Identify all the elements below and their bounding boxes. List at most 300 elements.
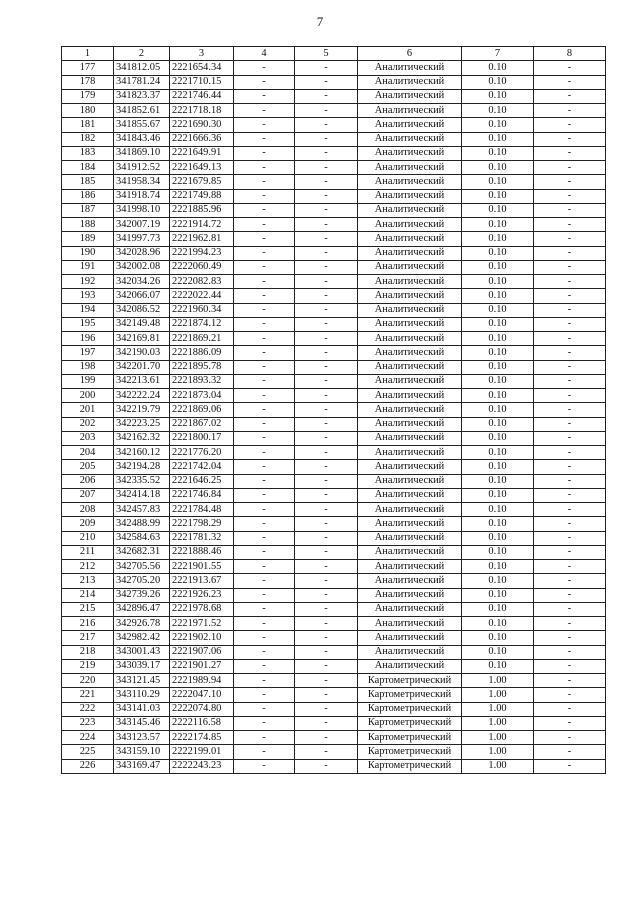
col5-value-cell: - <box>295 645 358 659</box>
point-number-cell: 226 <box>62 759 114 773</box>
col4-value-cell: - <box>234 132 295 146</box>
accuracy-cell: 0.10 <box>462 132 534 146</box>
y-coordinate-cell: 2221746.84 <box>170 488 234 502</box>
col5-value-cell: - <box>295 617 358 631</box>
table-row <box>62 332 606 346</box>
x-coordinate-cell: 342160.12 <box>114 446 170 460</box>
accuracy-cell: 0.10 <box>462 431 534 445</box>
y-coordinate-cell: 2222074.80 <box>170 702 234 716</box>
table-row <box>62 232 606 246</box>
col8-value-cell: - <box>534 317 606 331</box>
y-coordinate-cell: 2221960.34 <box>170 303 234 317</box>
point-number-cell: 220 <box>62 674 114 688</box>
table-row <box>62 246 606 260</box>
accuracy-cell: 0.10 <box>462 503 534 517</box>
point-number-cell: 183 <box>62 146 114 160</box>
table-row <box>62 389 606 403</box>
col8-value-cell: - <box>534 374 606 388</box>
col4-value-cell: - <box>234 104 295 118</box>
accuracy-cell: 0.10 <box>462 374 534 388</box>
method-cell: Аналитический <box>358 617 462 631</box>
accuracy-cell: 0.10 <box>462 303 534 317</box>
method-cell: Аналитический <box>358 602 462 616</box>
col8-value-cell: - <box>534 446 606 460</box>
method-cell: Картометрический <box>358 702 462 716</box>
y-coordinate-cell: 2221869.06 <box>170 403 234 417</box>
table-row <box>62 631 606 645</box>
x-coordinate-cell: 342002.08 <box>114 260 170 274</box>
table-row <box>62 346 606 360</box>
y-coordinate-cell: 2222060.49 <box>170 260 234 274</box>
method-cell: Аналитический <box>358 403 462 417</box>
method-cell: Аналитический <box>358 360 462 374</box>
col8-value-cell: - <box>534 132 606 146</box>
col8-value-cell: - <box>534 702 606 716</box>
col8-value-cell: - <box>534 161 606 175</box>
col8-value-cell: - <box>534 645 606 659</box>
accuracy-cell: 1.00 <box>462 674 534 688</box>
col8-value-cell: - <box>534 218 606 232</box>
y-coordinate-cell: 2222116.58 <box>170 716 234 730</box>
y-coordinate-cell: 2221901.55 <box>170 560 234 574</box>
col8-value-cell: - <box>534 360 606 374</box>
x-coordinate-cell: 343145.46 <box>114 716 170 730</box>
accuracy-cell: 0.10 <box>462 560 534 574</box>
accuracy-cell: 0.10 <box>462 602 534 616</box>
point-number-cell: 204 <box>62 446 114 460</box>
method-cell: Аналитический <box>358 161 462 175</box>
accuracy-cell: 0.10 <box>462 631 534 645</box>
x-coordinate-cell: 343121.45 <box>114 674 170 688</box>
col8-value-cell: - <box>534 75 606 89</box>
col8-value-cell: - <box>534 731 606 745</box>
point-number-cell: 197 <box>62 346 114 360</box>
method-cell: Аналитический <box>358 303 462 317</box>
col8-value-cell: - <box>534 104 606 118</box>
x-coordinate-cell: 342219.79 <box>114 403 170 417</box>
table-header-row <box>62 47 606 61</box>
point-number-cell: 192 <box>62 275 114 289</box>
y-coordinate-cell: 2221800.17 <box>170 431 234 445</box>
method-cell: Аналитический <box>358 631 462 645</box>
method-cell: Аналитический <box>358 503 462 517</box>
col8-value-cell: - <box>534 431 606 445</box>
column-header-6: 6 <box>358 47 462 61</box>
col4-value-cell: - <box>234 346 295 360</box>
col5-value-cell: - <box>295 431 358 445</box>
table-row <box>62 303 606 317</box>
table-row <box>62 132 606 146</box>
method-cell: Аналитический <box>358 488 462 502</box>
table-row <box>62 617 606 631</box>
col5-value-cell: - <box>295 488 358 502</box>
y-coordinate-cell: 2221649.13 <box>170 161 234 175</box>
table-row <box>62 403 606 417</box>
col8-value-cell: - <box>534 146 606 160</box>
method-cell: Аналитический <box>358 389 462 403</box>
point-number-cell: 210 <box>62 531 114 545</box>
col5-value-cell: - <box>295 132 358 146</box>
table-row <box>62 688 606 702</box>
method-cell: Картометрический <box>358 716 462 730</box>
point-number-cell: 177 <box>62 61 114 75</box>
x-coordinate-cell: 342705.56 <box>114 560 170 574</box>
x-coordinate-cell: 343110.29 <box>114 688 170 702</box>
column-header-5: 5 <box>295 47 358 61</box>
col4-value-cell: - <box>234 745 295 759</box>
point-number-cell: 185 <box>62 175 114 189</box>
point-number-cell: 180 <box>62 104 114 118</box>
y-coordinate-cell: 2221926.23 <box>170 588 234 602</box>
x-coordinate-cell: 342201.70 <box>114 360 170 374</box>
point-number-cell: 217 <box>62 631 114 645</box>
col5-value-cell: - <box>295 360 358 374</box>
y-coordinate-cell: 2221885.96 <box>170 203 234 217</box>
col5-value-cell: - <box>295 218 358 232</box>
accuracy-cell: 1.00 <box>462 702 534 716</box>
col8-value-cell: - <box>534 260 606 274</box>
accuracy-cell: 0.10 <box>462 275 534 289</box>
method-cell: Картометрический <box>358 674 462 688</box>
x-coordinate-cell: 342149.48 <box>114 317 170 331</box>
col4-value-cell: - <box>234 716 295 730</box>
x-coordinate-cell: 343159.10 <box>114 745 170 759</box>
column-header-3: 3 <box>170 47 234 61</box>
point-number-cell: 199 <box>62 374 114 388</box>
accuracy-cell: 0.10 <box>462 488 534 502</box>
method-cell: Аналитический <box>358 146 462 160</box>
y-coordinate-cell: 2221886.09 <box>170 346 234 360</box>
table-row <box>62 374 606 388</box>
accuracy-cell: 0.10 <box>462 89 534 103</box>
x-coordinate-cell: 342488.99 <box>114 517 170 531</box>
method-cell: Аналитический <box>358 417 462 431</box>
col8-value-cell: - <box>534 175 606 189</box>
accuracy-cell: 0.10 <box>462 531 534 545</box>
col8-value-cell: - <box>534 275 606 289</box>
point-number-cell: 209 <box>62 517 114 531</box>
col4-value-cell: - <box>234 218 295 232</box>
point-number-cell: 219 <box>62 659 114 673</box>
accuracy-cell: 0.10 <box>462 118 534 132</box>
col8-value-cell: - <box>534 688 606 702</box>
table-row <box>62 289 606 303</box>
col4-value-cell: - <box>234 731 295 745</box>
table-row <box>62 203 606 217</box>
point-number-cell: 184 <box>62 161 114 175</box>
x-coordinate-cell: 341958.34 <box>114 175 170 189</box>
col4-value-cell: - <box>234 89 295 103</box>
method-cell: Аналитический <box>358 189 462 203</box>
table-row <box>62 446 606 460</box>
table-row <box>62 517 606 531</box>
col5-value-cell: - <box>295 403 358 417</box>
y-coordinate-cell: 2221654.34 <box>170 61 234 75</box>
col8-value-cell: - <box>534 189 606 203</box>
table-row <box>62 175 606 189</box>
col5-value-cell: - <box>295 674 358 688</box>
y-coordinate-cell: 2221971.52 <box>170 617 234 631</box>
col5-value-cell: - <box>295 759 358 773</box>
y-coordinate-cell: 2221646.25 <box>170 474 234 488</box>
accuracy-cell: 0.10 <box>462 260 534 274</box>
col5-value-cell: - <box>295 232 358 246</box>
point-number-cell: 206 <box>62 474 114 488</box>
y-coordinate-cell: 2221901.27 <box>170 659 234 673</box>
point-number-cell: 208 <box>62 503 114 517</box>
col8-value-cell: - <box>534 460 606 474</box>
x-coordinate-cell: 342584.63 <box>114 531 170 545</box>
col8-value-cell: - <box>534 403 606 417</box>
y-coordinate-cell: 2221749.88 <box>170 189 234 203</box>
x-coordinate-cell: 342414.18 <box>114 488 170 502</box>
point-number-cell: 194 <box>62 303 114 317</box>
col5-value-cell: - <box>295 446 358 460</box>
col5-value-cell: - <box>295 474 358 488</box>
col5-value-cell: - <box>295 517 358 531</box>
method-cell: Картометрический <box>358 688 462 702</box>
col4-value-cell: - <box>234 574 295 588</box>
col4-value-cell: - <box>234 417 295 431</box>
column-header-2: 2 <box>114 47 170 61</box>
y-coordinate-cell: 2221902.10 <box>170 631 234 645</box>
x-coordinate-cell: 342028.96 <box>114 246 170 260</box>
col4-value-cell: - <box>234 374 295 388</box>
y-coordinate-cell: 2221874.12 <box>170 317 234 331</box>
method-cell: Аналитический <box>358 588 462 602</box>
col5-value-cell: - <box>295 118 358 132</box>
y-coordinate-cell: 2221873.04 <box>170 389 234 403</box>
table-row <box>62 503 606 517</box>
col5-value-cell: - <box>295 332 358 346</box>
point-number-cell: 223 <box>62 716 114 730</box>
col5-value-cell: - <box>295 659 358 673</box>
method-cell: Картометрический <box>358 759 462 773</box>
col5-value-cell: - <box>295 346 358 360</box>
col8-value-cell: - <box>534 716 606 730</box>
col5-value-cell: - <box>295 560 358 574</box>
col8-value-cell: - <box>534 332 606 346</box>
point-number-cell: 187 <box>62 203 114 217</box>
point-number-cell: 205 <box>62 460 114 474</box>
accuracy-cell: 1.00 <box>462 759 534 773</box>
col8-value-cell: - <box>534 503 606 517</box>
x-coordinate-cell: 341852.61 <box>114 104 170 118</box>
column-header-1: 1 <box>62 47 114 61</box>
col5-value-cell: - <box>295 289 358 303</box>
accuracy-cell: 0.10 <box>462 146 534 160</box>
x-coordinate-cell: 341998.10 <box>114 203 170 217</box>
x-coordinate-cell: 341912.52 <box>114 161 170 175</box>
y-coordinate-cell: 2221776.20 <box>170 446 234 460</box>
x-coordinate-cell: 342457.83 <box>114 503 170 517</box>
accuracy-cell: 0.10 <box>462 346 534 360</box>
method-cell: Аналитический <box>358 218 462 232</box>
method-cell: Картометрический <box>358 745 462 759</box>
accuracy-cell: 0.10 <box>462 104 534 118</box>
point-number-cell: 190 <box>62 246 114 260</box>
accuracy-cell: 0.10 <box>462 545 534 559</box>
col5-value-cell: - <box>295 389 358 403</box>
x-coordinate-cell: 342335.52 <box>114 474 170 488</box>
x-coordinate-cell: 342169.81 <box>114 332 170 346</box>
table-row <box>62 474 606 488</box>
col8-value-cell: - <box>534 588 606 602</box>
table-row <box>62 560 606 574</box>
accuracy-cell: 0.10 <box>462 360 534 374</box>
point-number-cell: 213 <box>62 574 114 588</box>
table-row <box>62 488 606 502</box>
col5-value-cell: - <box>295 545 358 559</box>
col8-value-cell: - <box>534 574 606 588</box>
col4-value-cell: - <box>234 645 295 659</box>
col4-value-cell: - <box>234 446 295 460</box>
method-cell: Аналитический <box>358 531 462 545</box>
col5-value-cell: - <box>295 731 358 745</box>
method-cell: Аналитический <box>358 232 462 246</box>
x-coordinate-cell: 342682.31 <box>114 545 170 559</box>
col8-value-cell: - <box>534 118 606 132</box>
table-row <box>62 118 606 132</box>
x-coordinate-cell: 342190.03 <box>114 346 170 360</box>
table-row <box>62 531 606 545</box>
table-row <box>62 189 606 203</box>
col5-value-cell: - <box>295 602 358 616</box>
y-coordinate-cell: 2222243.23 <box>170 759 234 773</box>
method-cell: Аналитический <box>358 89 462 103</box>
col4-value-cell: - <box>234 460 295 474</box>
col5-value-cell: - <box>295 75 358 89</box>
y-coordinate-cell: 2221867.02 <box>170 417 234 431</box>
x-coordinate-cell: 343141.03 <box>114 702 170 716</box>
table-row <box>62 218 606 232</box>
col4-value-cell: - <box>234 161 295 175</box>
col8-value-cell: - <box>534 659 606 673</box>
point-number-cell: 193 <box>62 289 114 303</box>
y-coordinate-cell: 2222174.85 <box>170 731 234 745</box>
point-number-cell: 188 <box>62 218 114 232</box>
method-cell: Аналитический <box>358 545 462 559</box>
x-coordinate-cell: 341823.37 <box>114 89 170 103</box>
table-row <box>62 317 606 331</box>
col4-value-cell: - <box>234 260 295 274</box>
point-number-cell: 222 <box>62 702 114 716</box>
method-cell: Аналитический <box>358 289 462 303</box>
accuracy-cell: 0.10 <box>462 218 534 232</box>
method-cell: Аналитический <box>358 61 462 75</box>
col8-value-cell: - <box>534 389 606 403</box>
x-coordinate-cell: 341918.74 <box>114 189 170 203</box>
method-cell: Аналитический <box>358 246 462 260</box>
col4-value-cell: - <box>234 232 295 246</box>
coordinates-table <box>61 46 606 774</box>
col8-value-cell: - <box>534 602 606 616</box>
col4-value-cell: - <box>234 61 295 75</box>
col8-value-cell: - <box>534 488 606 502</box>
accuracy-cell: 0.10 <box>462 175 534 189</box>
x-coordinate-cell: 342213.61 <box>114 374 170 388</box>
col5-value-cell: - <box>295 189 358 203</box>
table-row <box>62 716 606 730</box>
col5-value-cell: - <box>295 702 358 716</box>
y-coordinate-cell: 2222022.44 <box>170 289 234 303</box>
col5-value-cell: - <box>295 303 358 317</box>
method-cell: Аналитический <box>358 175 462 189</box>
accuracy-cell: 0.10 <box>462 460 534 474</box>
x-coordinate-cell: 341843.46 <box>114 132 170 146</box>
point-number-cell: 218 <box>62 645 114 659</box>
y-coordinate-cell: 2221888.46 <box>170 545 234 559</box>
col4-value-cell: - <box>234 602 295 616</box>
col8-value-cell: - <box>534 346 606 360</box>
point-number-cell: 186 <box>62 189 114 203</box>
method-cell: Аналитический <box>358 517 462 531</box>
point-number-cell: 202 <box>62 417 114 431</box>
accuracy-cell: 0.10 <box>462 617 534 631</box>
point-number-cell: 212 <box>62 560 114 574</box>
accuracy-cell: 0.10 <box>462 289 534 303</box>
method-cell: Аналитический <box>358 118 462 132</box>
col8-value-cell: - <box>534 203 606 217</box>
col8-value-cell: - <box>534 745 606 759</box>
table-row <box>62 89 606 103</box>
point-number-cell: 189 <box>62 232 114 246</box>
method-cell: Аналитический <box>358 203 462 217</box>
method-cell: Аналитический <box>358 560 462 574</box>
x-coordinate-cell: 343123.57 <box>114 731 170 745</box>
table-row <box>62 431 606 445</box>
x-coordinate-cell: 342222.24 <box>114 389 170 403</box>
x-coordinate-cell: 343039.17 <box>114 659 170 673</box>
col4-value-cell: - <box>234 531 295 545</box>
accuracy-cell: 1.00 <box>462 688 534 702</box>
col4-value-cell: - <box>234 389 295 403</box>
x-coordinate-cell: 342982.42 <box>114 631 170 645</box>
accuracy-cell: 1.00 <box>462 716 534 730</box>
method-cell: Аналитический <box>358 104 462 118</box>
y-coordinate-cell: 2221869.21 <box>170 332 234 346</box>
method-cell: Аналитический <box>358 260 462 274</box>
y-coordinate-cell: 2221907.06 <box>170 645 234 659</box>
accuracy-cell: 0.10 <box>462 246 534 260</box>
table-row <box>62 745 606 759</box>
y-coordinate-cell: 2221913.67 <box>170 574 234 588</box>
col5-value-cell: - <box>295 531 358 545</box>
x-coordinate-cell: 341855.67 <box>114 118 170 132</box>
point-number-cell: 225 <box>62 745 114 759</box>
table-row <box>62 602 606 616</box>
col4-value-cell: - <box>234 702 295 716</box>
col8-value-cell: - <box>534 560 606 574</box>
y-coordinate-cell: 2221962.81 <box>170 232 234 246</box>
col4-value-cell: - <box>234 688 295 702</box>
col8-value-cell: - <box>534 303 606 317</box>
table-row <box>62 275 606 289</box>
col8-value-cell: - <box>534 531 606 545</box>
accuracy-cell: 0.10 <box>462 517 534 531</box>
accuracy-cell: 0.10 <box>462 332 534 346</box>
method-cell: Аналитический <box>358 659 462 673</box>
col4-value-cell: - <box>234 503 295 517</box>
col4-value-cell: - <box>234 360 295 374</box>
table-row <box>62 674 606 688</box>
col8-value-cell: - <box>534 617 606 631</box>
method-cell: Аналитический <box>358 574 462 588</box>
col4-value-cell: - <box>234 545 295 559</box>
point-number-cell: 182 <box>62 132 114 146</box>
col8-value-cell: - <box>534 289 606 303</box>
method-cell: Картометрический <box>358 731 462 745</box>
